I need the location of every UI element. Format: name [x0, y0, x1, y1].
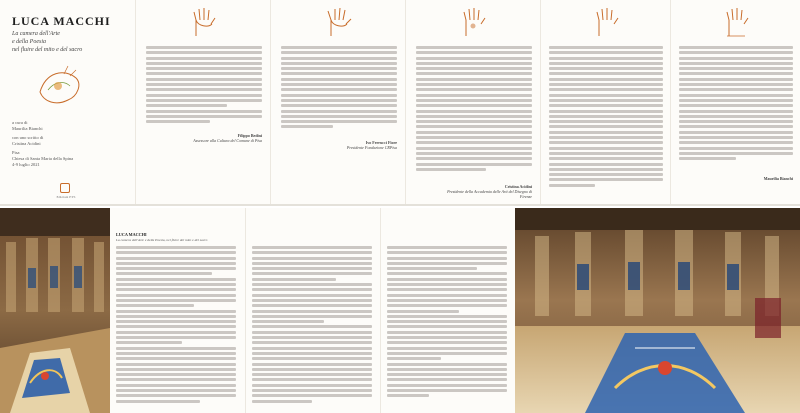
title-column [0, 0, 135, 206]
greeting-text [281, 46, 397, 136]
bottom-spread [0, 208, 800, 413]
section-subtitle: La camera dell'Arte e della Poesia, nel fluire del mito e del sacro [116, 238, 208, 242]
bottom-text-column-3 [380, 208, 515, 413]
text-column-4 [540, 0, 670, 206]
text-column-5 [670, 0, 800, 206]
hand-illustration [323, 6, 353, 38]
page-subtitle [12, 30, 122, 54]
credit-line: Maurilia Bianchi [12, 126, 43, 131]
signature-role: Assessore alla Cultura del Comune di Pisa [193, 138, 262, 143]
subtitle-line: La camera dell'Arte [12, 31, 60, 37]
curator-credits [12, 120, 102, 168]
top-spread [0, 0, 800, 206]
text-column-2 [270, 0, 405, 206]
credit-line: a cura di [12, 120, 28, 125]
intro-text [146, 46, 262, 128]
exhibition-photo-right [515, 208, 800, 413]
essay-text-continued [549, 46, 663, 196]
hand-illustration [458, 6, 488, 38]
credit-line: Cristina Acidini [12, 141, 41, 146]
bottom-text-column-2 [245, 208, 380, 413]
text-column-3 [405, 0, 540, 206]
essay-text-final [679, 46, 793, 172]
signature-role: Presidente Fondazione CRPisa [346, 145, 397, 150]
publisher-label: Edizioni ETS [56, 195, 76, 199]
signature-name: Ivo Ferrucci Fiore [365, 140, 397, 145]
credit-line: Chiesa di Santa Maria della Spina [12, 156, 74, 161]
signature-name: Cristina Acidini [504, 184, 532, 189]
poem-text-2 [252, 246, 372, 410]
credit-line: 4-9 luglio 2021 [12, 162, 40, 167]
signature-block [311, 140, 397, 150]
poem-text [116, 246, 236, 410]
section-title: LUCA MACCHI [116, 232, 147, 237]
hall-photo-image [0, 208, 110, 413]
hand-illustration [721, 6, 751, 38]
signature-block [176, 133, 262, 143]
subtitle-line: e della Poesia [12, 39, 46, 45]
signature-block [711, 176, 793, 181]
hand-illustration [591, 6, 621, 38]
poem-text-3 [387, 246, 507, 410]
signature-role: Presidente della Accademia delle Arti del Disegno di Firenze [447, 189, 532, 199]
credit-line: con uno scritto di [12, 135, 44, 140]
signature-block [436, 184, 532, 199]
title-illustration [34, 62, 86, 112]
subtitle-line: nel fluire del mito e del sacro [12, 47, 83, 53]
essay-text [416, 46, 532, 182]
exhibition-photo-left [0, 208, 110, 413]
hand-illustration [188, 6, 218, 38]
credit-line: Pisa [12, 150, 20, 155]
hall-photo-wide-image [515, 208, 800, 413]
signature-name: Filippo Bedini [237, 133, 262, 138]
signature-name: Maurilia Bianchi [763, 176, 793, 181]
text-column-1 [135, 0, 270, 206]
page-title: LUCA MACCHI [12, 14, 111, 28]
bottom-text-column-1 [110, 208, 245, 413]
publisher-logo-icon [60, 183, 70, 193]
